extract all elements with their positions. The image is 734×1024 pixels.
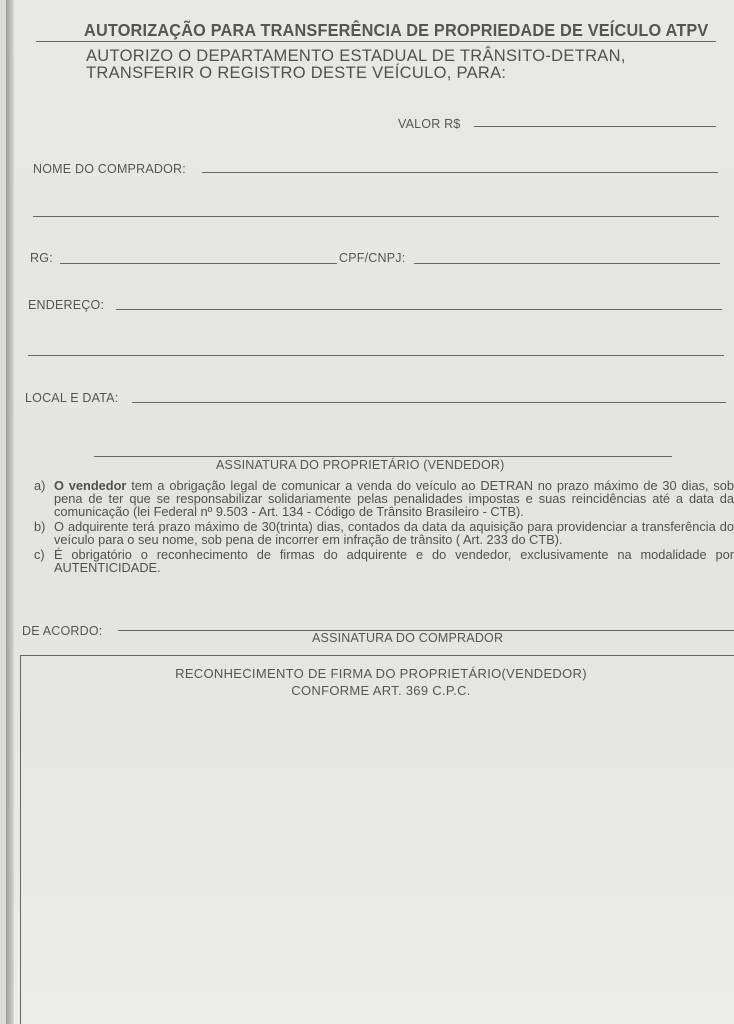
nome-comprador-label: NOME DO COMPRADOR:: [33, 162, 186, 176]
rg-field[interactable]: [60, 263, 337, 264]
legal-notes: [34, 479, 734, 574]
endereco-field-line2[interactable]: [28, 355, 724, 356]
buyer-signature-caption: ASSINATURA DO COMPRADOR: [312, 631, 504, 645]
nome-comprador-field-line2[interactable]: [33, 216, 719, 217]
note-c-letter: c): [34, 547, 45, 562]
local-data-field[interactable]: [132, 402, 726, 403]
note-a-letter: a): [34, 478, 46, 493]
intro-line-1: AUTORIZO O DEPARTAMENTO ESTADUAL DE TRÂNSITO-DETRAN,: [86, 47, 626, 65]
paper-edge-shadow: [6, 0, 14, 1024]
nome-comprador-field[interactable]: [202, 172, 718, 173]
endereco-field[interactable]: [116, 309, 722, 310]
firma-recognition-box: [20, 655, 734, 1024]
note-c-text: É obrigatório o reconhecimento de firmas do adquirente e do vendedor, exclusivamente na modalidade por AUTENTICIDADE.: [54, 547, 734, 575]
note-a-text: tem a obrigação legal de comunicar a venda do veículo ao DETRAN no prazo máximo de 30 dias, sob pena de ter que se responsabilizar solidariamente pelas penalidades impostas e suas reincidências até a data da comunicação (lei Federal nº 9.503 - Art. 134 - Código de Trânsito Brasileiro - CTB).: [54, 478, 734, 519]
recognition-title-line2: CONFORME ART. 369 C.P.C.: [291, 683, 471, 698]
local-data-label: LOCAL E DATA:: [25, 391, 119, 405]
cpf-cnpj-field[interactable]: [414, 263, 720, 264]
endereco-label: ENDEREÇO:: [28, 298, 105, 312]
seller-signature-caption: ASSINATURA DO PROPRIETÁRIO (VENDEDOR): [216, 458, 505, 472]
note-a: [34, 479, 734, 518]
title-underline: [36, 41, 716, 42]
seller-signature-line[interactable]: [94, 456, 672, 457]
note-b-letter: b): [34, 519, 46, 534]
intro-line-2: TRANSFERIR O REGISTRO DESTE VEÍCULO, PARA:: [86, 64, 507, 82]
cpf-cnpj-label: CPF/CNPJ:: [339, 251, 406, 265]
form-title: AUTORIZAÇÃO PARA TRANSFERÊNCIA DE PROPRIEDADE DE VEÍCULO ATPV: [84, 20, 709, 40]
recognition-title-line1: RECONHECIMENTO DE FIRMA DO PROPRIETÁRIO(VENDEDOR): [175, 666, 587, 681]
note-b: [34, 520, 734, 546]
note-c: [34, 548, 734, 574]
de-acordo-label: DE ACORDO:: [22, 624, 103, 638]
note-b-text: O adquirente terá prazo máximo de 30(trinta) dias, contados da data da aquisição para providenciar a transferência do veículo para o seu nome, sob pena de incorrer em infração de trânsito ( Art. 233 do CTB).: [54, 519, 734, 547]
valor-field[interactable]: [474, 126, 716, 127]
atpv-form: [6, 0, 734, 1024]
rg-label: RG:: [30, 251, 53, 265]
note-a-bold: O vendedor: [54, 478, 127, 493]
valor-label: VALOR R$: [398, 117, 461, 131]
